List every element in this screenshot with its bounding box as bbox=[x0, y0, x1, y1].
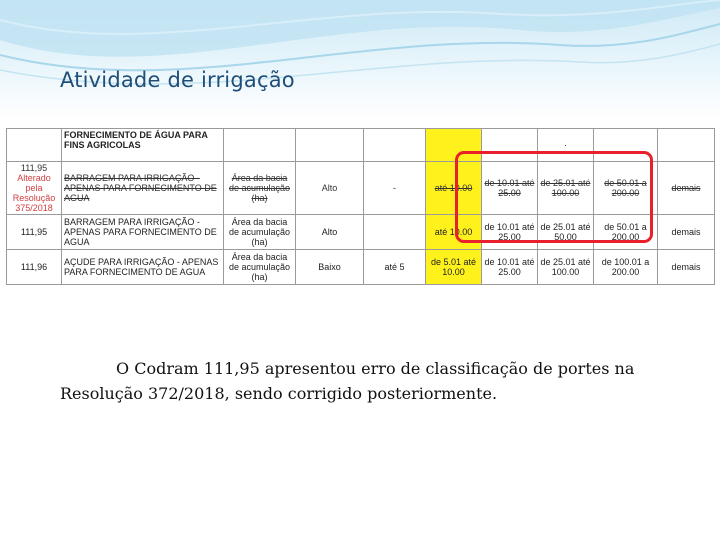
header-cell-dot: · bbox=[538, 129, 594, 162]
potential-cell: Alto bbox=[296, 215, 364, 250]
porte-other-cell: demais bbox=[658, 250, 715, 285]
code-value: 111,95 bbox=[20, 163, 48, 173]
header-cell-empty bbox=[7, 129, 62, 162]
porte-medium-cell: de 10.01 até 25.00 bbox=[482, 215, 538, 250]
porte-large-cell: de 25.01 até 100.00 bbox=[538, 250, 594, 285]
porte-large-cell: de 25.01 até 100.00 bbox=[538, 162, 594, 215]
table-header-title: FORNECIMENTO DE ÁGUA PARA FINS AGRICOLAS bbox=[62, 129, 224, 162]
code-note: Alterado pela Resolução 375/2018 bbox=[12, 173, 56, 213]
code-cell bbox=[7, 162, 62, 215]
porte-medium-cell: de 10.01 até 25.00 bbox=[482, 250, 538, 285]
porte-exceptional-cell: de 100.01 a 200.00 bbox=[594, 250, 658, 285]
porte-micro-cell: - bbox=[364, 162, 426, 215]
porte-other-cell: demais bbox=[658, 162, 715, 215]
porte-small-cell: até 10.00 bbox=[426, 215, 482, 250]
porte-exceptional-cell: de 50.01 a 200.00 bbox=[594, 215, 658, 250]
porte-other-cell: demais bbox=[658, 215, 715, 250]
porte-micro-cell: até 5 bbox=[364, 250, 426, 285]
activity-cell: AÇUDE PARA IRRIGAÇÃO - APENAS PARA FORNECIMENTO DE AGUA bbox=[62, 250, 224, 285]
parameter-cell: Área da bacia de acumulação (ha) bbox=[224, 215, 296, 250]
wave-decoration bbox=[0, 0, 720, 118]
header-cell-empty bbox=[296, 129, 364, 162]
parameter-cell: Área da bacia de acumulação (ha) bbox=[224, 162, 296, 215]
porte-small-cell: de 5.01 até 10.00 bbox=[426, 250, 482, 285]
potential-cell: Alto bbox=[296, 162, 364, 215]
header-cell-empty bbox=[364, 129, 426, 162]
code-cell: 111,96 bbox=[7, 250, 62, 285]
activity-cell: BARRAGEM PARA IRRIGAÇÃO - APENAS PARA FORNECIMENTO DE AGUA bbox=[62, 162, 224, 215]
porte-micro-cell bbox=[364, 215, 426, 250]
activity-cell: BARRAGEM PARA IRRIGAÇÃO - APENAS PARA FORNECIMENTO DE AGUA bbox=[62, 215, 224, 250]
header-cell-empty bbox=[658, 129, 715, 162]
porte-exceptional-cell: de 50.01 a 200.00 bbox=[594, 162, 658, 215]
slide-title: Atividade de irrigação bbox=[60, 68, 295, 92]
slide-caption: O Codram 111,95 apresentou erro de classificação de portes na Resolução 372/2018, sendo corrigido posteriormente. bbox=[60, 359, 635, 403]
porte-medium-cell: de 10.01 até 25.00 bbox=[482, 162, 538, 215]
header-cell-empty bbox=[224, 129, 296, 162]
porte-small-cell: até 10.00 bbox=[426, 162, 482, 215]
error-highlight-box bbox=[455, 151, 653, 243]
potential-cell: Baixo bbox=[296, 250, 364, 285]
header-decoration bbox=[0, 0, 720, 118]
parameter-cell: Área da bacia de acumulação (ha) bbox=[224, 250, 296, 285]
porte-large-cell: de 25.01 até 50.00 bbox=[538, 215, 594, 250]
code-cell: 111,95 bbox=[7, 215, 62, 250]
table-row bbox=[7, 250, 715, 285]
